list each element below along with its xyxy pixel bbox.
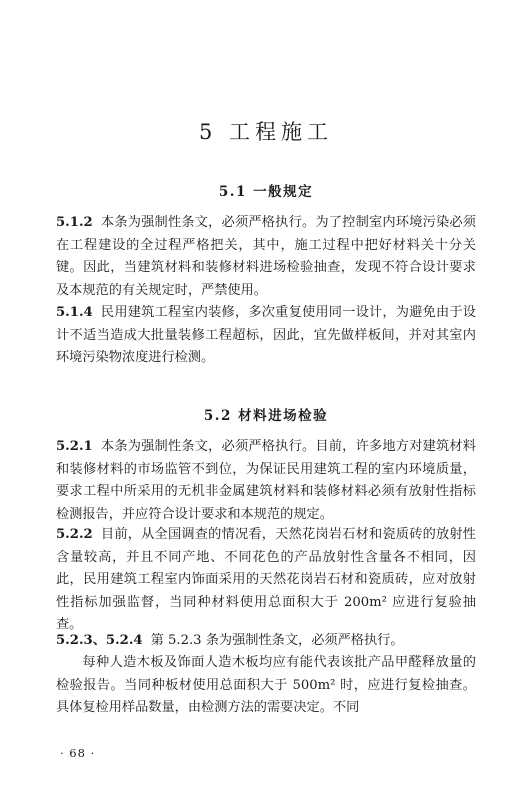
- clause-text: 第 5.2.3 条为强制性条文，必须严格执行。: [150, 633, 404, 648]
- clause-text: 民用建筑工程室内装修，多次重复使用同一设计，为避免由于设计不适当造成大批量装修工程超标，因此，宜先做样板间，并对其室内环境污染物浓度进行检测。: [56, 305, 476, 366]
- clause-text: 本条为强制性条文，必须严格执行。为了控制室内环境污染必须在工程建设的全过程严格把关，其中，施工过程中把好材料关十分关键。因此，当建筑材料和装修材料进场检验抽查，发现不符合设计要求及本规范的有关规定时，严禁使用。: [56, 215, 476, 298]
- clause-5-1-2: [56, 212, 476, 302]
- clause-number: 5.1.2: [56, 215, 93, 230]
- clause-text: 每种人造木板及饰面人造木板均应有能代表该批产品甲醛释放量的检验报告。当同种板材使用总面积大于 500m² 时，应进行复检抽查。具体复检用样品数量，由检测方法的需要决定。不同: [56, 655, 476, 716]
- clause-5-2-3-4: [56, 630, 476, 653]
- clause-5-1-4: [56, 302, 476, 370]
- clause-continuation: [56, 652, 476, 720]
- clause-number: 5.2.3、5.2.4: [56, 633, 143, 648]
- chapter-title: 5 工程施工: [198, 120, 334, 144]
- clause-5-2-2: [56, 524, 476, 637]
- clause-5-2-1: [56, 436, 476, 526]
- page-number: · 68 ·: [60, 746, 96, 760]
- clause-text: 本条为强制性条文，必须严格执行。目前，许多地方对建筑材料和装修材料的市场监管不到位，为保证民用建筑工程的室内环境质量，要求工程中所采用的无机非金属建筑材料和装修材料必须有放射性指标检测报告，并应符合设计要求和本规范的规定。: [56, 439, 476, 522]
- clause-text: 目前，从全国调查的情况看，天然花岗岩石材和瓷质砖的放射性含量较高，并且不同产地、不同花色的产品放射性含量各不相同，因此，民用建筑工程室内饰面采用的天然花岗岩石材和瓷质砖，应对放射性指标加强监督，当同种材料使用总面积大于 200m² 应进行复验抽查。: [56, 527, 476, 633]
- section-title-5-1: 5.1 一般规定: [218, 184, 314, 200]
- clause-number: 5.2.1: [56, 439, 93, 454]
- section-title-5-2: 5.2 材料进场检验: [203, 408, 329, 424]
- clause-number: 5.2.2: [56, 527, 93, 542]
- clause-number: 5.1.4: [56, 305, 93, 320]
